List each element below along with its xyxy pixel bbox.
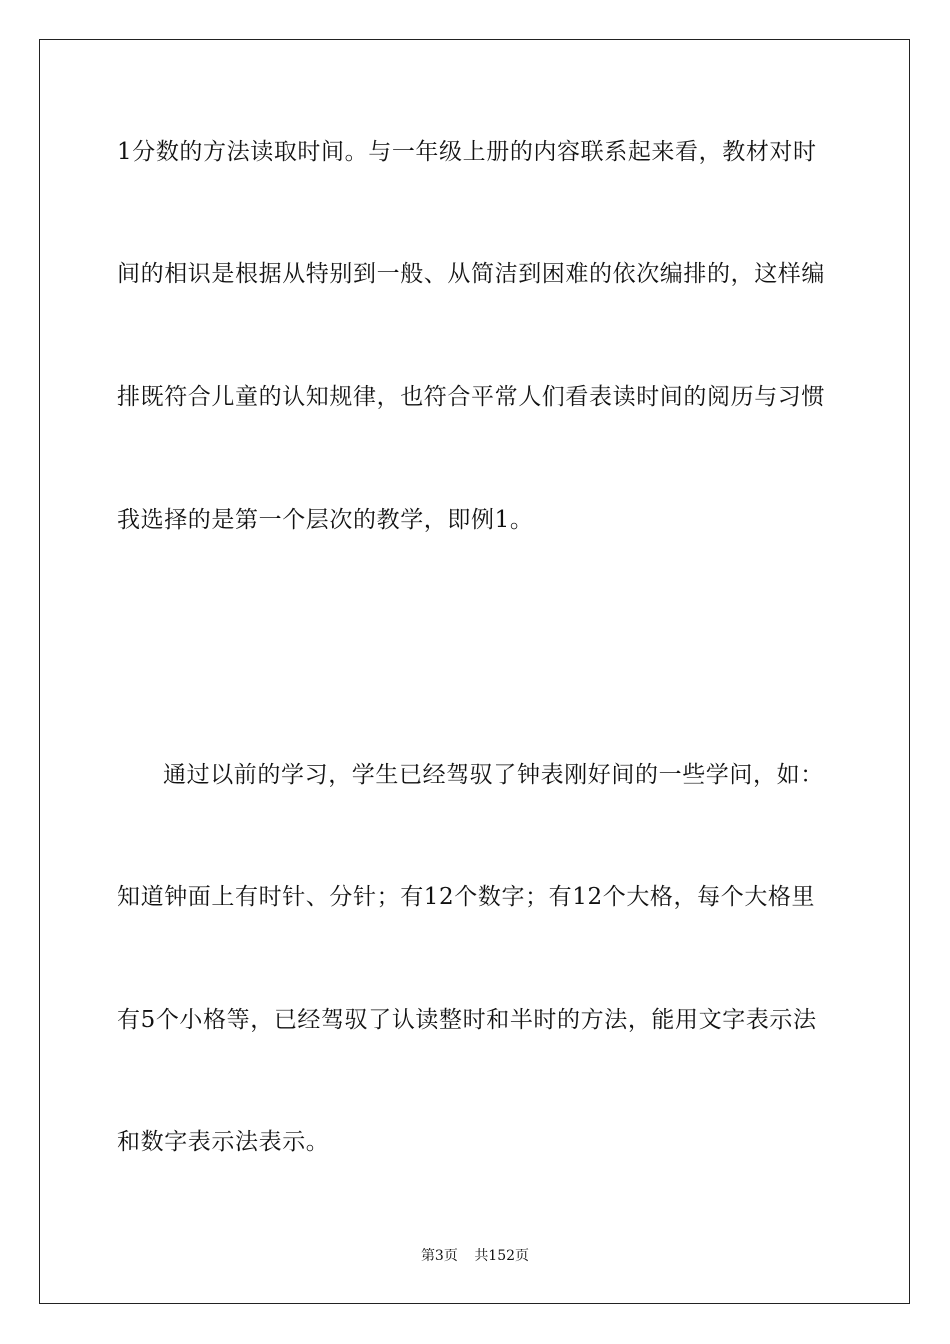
text-line-3: 排既符合儿童的认知规律，也符合平常人们看表读时间的阅历与习惯 [117, 384, 825, 410]
text-line-7: 有5个小格等，已经驾驭了认读整时和半时的方法，能用文字表示法 [117, 1007, 817, 1033]
page-number: 第3页 [420, 1248, 458, 1264]
page-frame [39, 39, 910, 1304]
page-footer [0, 1245, 950, 1265]
text-line-6: 知道钟面上有时针、分针；有12个数字；有12个大格，每个大格里 [117, 884, 816, 910]
text-line-2: 间的相识是根据从特别到一般、从简洁到困难的依次编排的，这样编 [117, 261, 825, 287]
text-line-4: 我选择的是第一个层次的教学，即例1。 [117, 507, 534, 533]
text-line-8: 和数字表示法表示。 [117, 1129, 330, 1155]
paragraph-start-line: 通过以前的学习，学生已经驾驭了钟表刚好间的一些学问，如： [163, 762, 824, 788]
total-pages: 共152页 [474, 1248, 530, 1264]
text-line-1: 1分数的方法读取时间。与一年级上册的内容联系起来看，教材对时 [117, 139, 817, 165]
